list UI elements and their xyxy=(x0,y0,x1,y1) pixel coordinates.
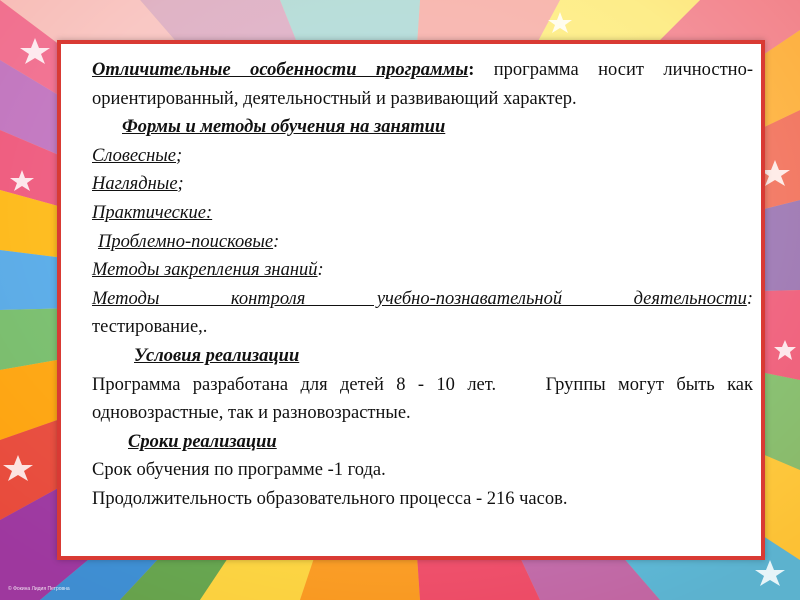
terms-heading-line xyxy=(92,428,753,457)
features-heading-colon: : xyxy=(468,60,475,80)
method-item-label: Словесные xyxy=(92,145,177,166)
document-text xyxy=(92,56,758,514)
control-methods-label: Методы контроля учебно-познавательной деятельности xyxy=(92,288,747,309)
control-methods-suffix: : xyxy=(746,288,753,309)
method-item-label: Проблемно-поисковые xyxy=(98,231,274,252)
method-item xyxy=(92,142,753,171)
copyright-text: © Фокина Лидия Петровна xyxy=(8,586,70,592)
method-item-label: Наглядные xyxy=(92,174,178,195)
forms-methods-heading: Формы и методы обучения на занятии xyxy=(122,117,446,138)
features-text: программа носит личностно-ориентированный, деятельностный и развивающий характер. xyxy=(92,60,753,109)
method-item xyxy=(92,170,753,199)
terms-line-1: Срок обучения по программе -1 года. xyxy=(92,460,386,481)
conditions-text: Программа разработана для детей 8 - 10 лет. Группы могут быть как одновозрастные, так и разновозрастные. xyxy=(92,374,758,424)
method-item-suffix: ; xyxy=(176,145,183,166)
conditions-heading: Условия реализации xyxy=(134,345,300,366)
features-paragraph xyxy=(92,56,753,113)
control-methods-line xyxy=(92,285,753,314)
control-methods-text: тестирование,. xyxy=(92,317,208,338)
method-item xyxy=(92,228,753,257)
method-item-label: Методы закрепления знаний xyxy=(92,260,318,281)
method-item xyxy=(92,199,753,228)
terms-heading: Сроки реализации xyxy=(128,431,277,452)
conditions-heading-line xyxy=(92,342,753,371)
content-card-inner xyxy=(61,44,761,556)
method-item xyxy=(92,256,753,285)
method-item-suffix: ; xyxy=(177,174,184,195)
content-card xyxy=(57,40,765,560)
terms-line-2: Продолжительность образовательного процесса - 216 часов. xyxy=(92,488,568,509)
method-item-label: Практические: xyxy=(92,202,213,223)
method-item-suffix: : xyxy=(317,260,324,281)
method-item-suffix: : xyxy=(273,231,280,252)
forms-methods-heading-line xyxy=(92,113,753,142)
features-heading: Отличительные особенности программы xyxy=(92,60,469,80)
